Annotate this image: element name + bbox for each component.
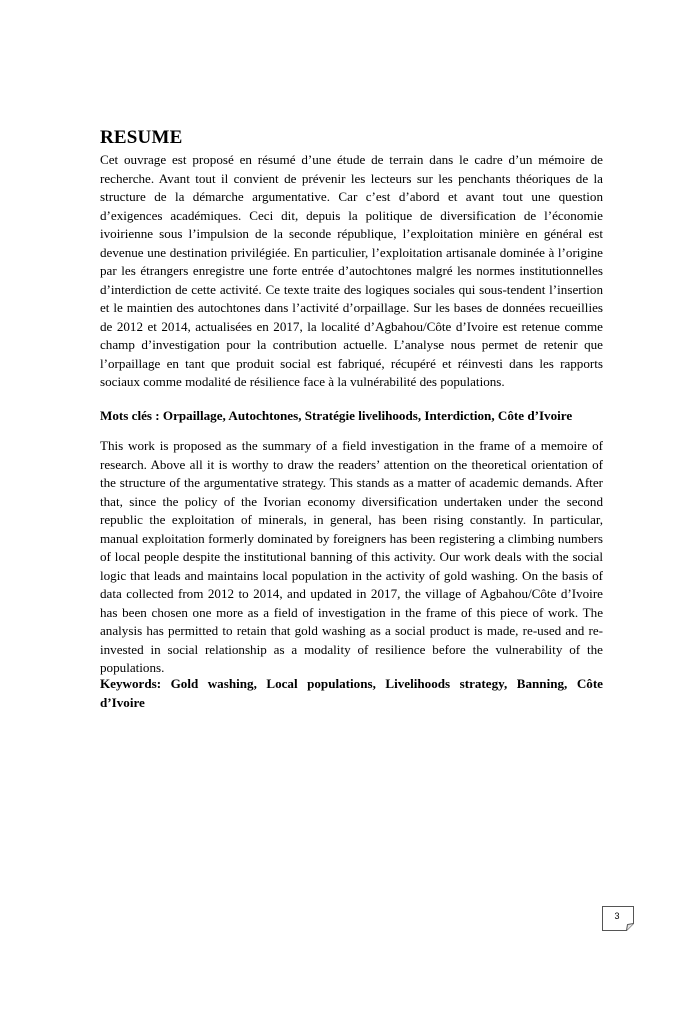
page-number-box bbox=[602, 906, 634, 931]
section-heading: RESUME bbox=[100, 127, 183, 148]
resume-paragraph-french: Cet ouvrage est proposé en résumé d’une étude de terrain dans le cadre d’un mémoire de recherche. Avant tout il convient de prévenir les lecteurs sur les penchants théoriques de la structure de la démarche argumentative. Car c’est d’abord et avant tout une question d’exigences académiques. Ceci dit, depuis la politique de diversification de l’économie ivoirienne sous l’impulsion de la seconde république, l’exploitation minière en général est devenue une destination privilégiée. En particulier, l’exploitation artisanale dominée à l’origine par les étrangers enregistre une forte entrée d’autochtones malgré les normes institutionnelles d’interdiction de cette activité. Ce texte traite des logiques sociales qui sous-tendent l’insertion et le maintien des autochtones dans l’activité d’orpaillage. Sur les bases de données recueillies de 2012 et 2014, actualisées en 2017, la localité d’Agbahou/Côte d’Ivoire est retenue comme champ d’investigation pour la contribution actuelle. L’analyse nous permet de retenir que l’orpaillage en tant que produit social est fabriqué, récupéré et réinvesti dans les rapports sociaux comme modalité de résilience face à la vulnérabilité des populations. bbox=[100, 152, 603, 389]
mots-cles-line: Mots clés : Orpaillage, Autochtones, Stratégie livelihoods, Interdiction, Côte d’Ivoire bbox=[100, 408, 573, 423]
abstract-paragraph-english: This work is proposed as the summary of a field investigation in the frame of a memoire of research. Above all it is worthy to draw the readers’ attention on the theoretical orientation of the structure of the argumentative strategy. This stands as a matter of academic demands. After that, since the policy of the Ivorian economy diversification undertaken under the second republic the exploitation of minerals, in general, has been rising constantly. In particular, manual exploitation formerly dominated by foreigners has been registering a climbing numbers of local people despite the institutional banning of this activity. Our work deals with the social logic that leads and maintains local population in the activity of gold washing. On the basis of data collected from 2012 to 2014, and updated in 2017, the village of Agbahou/Côte d’Ivoire has been chosen one more as a field of investigation in the frame of this piece of work. The analysis has permitted to retain that gold washing as a social product is made, re-used and re-invested in social relationship as a modality of resilience before the vulnerability of the populations. bbox=[100, 438, 603, 675]
page-number: 3 bbox=[614, 911, 620, 921]
keywords-line: Keywords: Gold washing, Local populations, Livelihoods strategy, Banning, Côte d’Ivoire bbox=[100, 676, 603, 710]
